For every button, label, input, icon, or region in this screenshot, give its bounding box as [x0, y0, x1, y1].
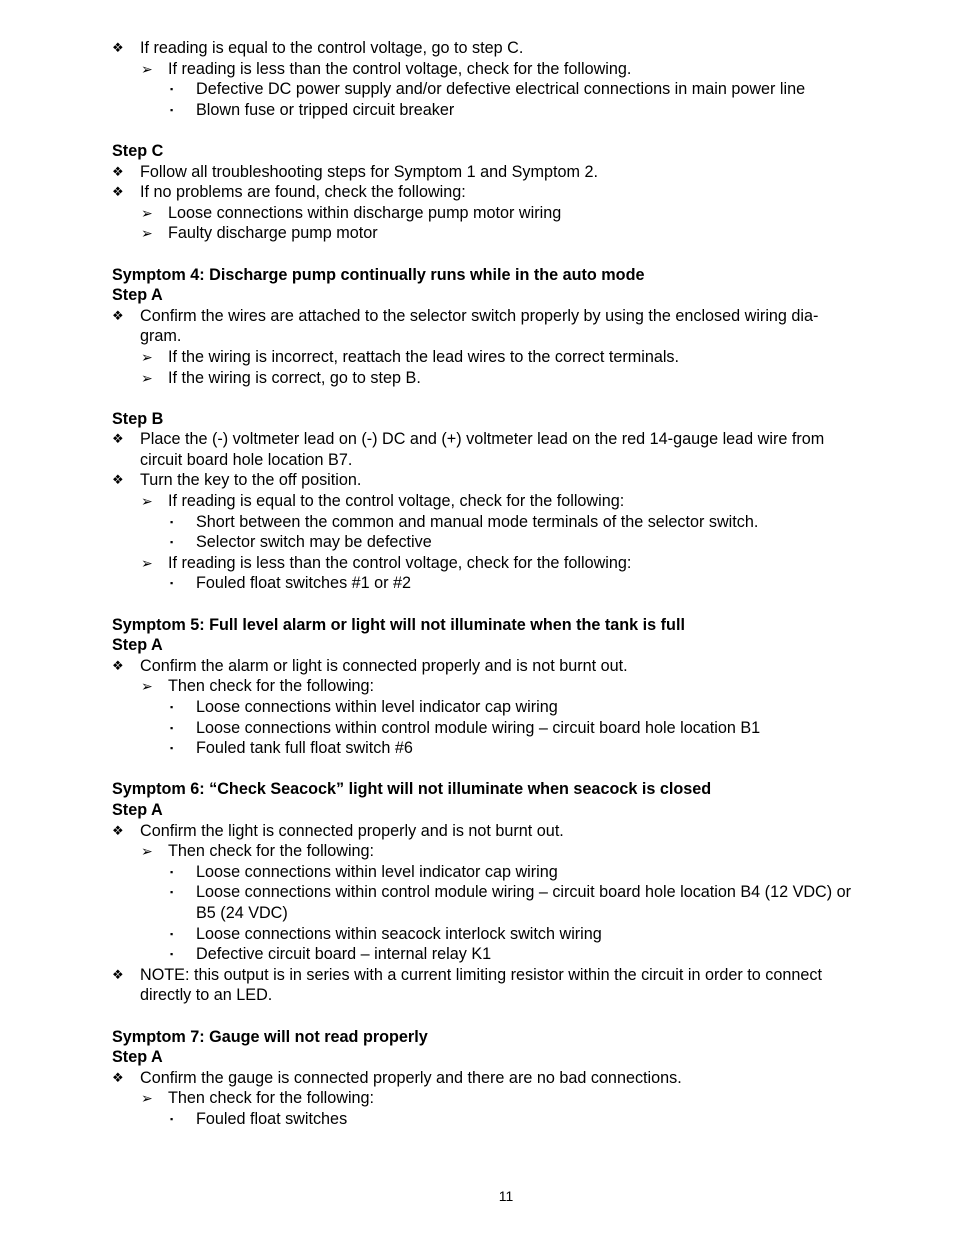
section-heading: Symptom 7: Gauge will not read properly [112, 1027, 428, 1046]
sub-sub-bullet-item [0, 738, 954, 759]
line-text: Then check for the following: [168, 1089, 375, 1108]
line-text: If reading is equal to the control voltage, go to step C. [140, 39, 524, 57]
square-bullet-icon: ▪ [170, 516, 174, 527]
line-text: NOTE: this output is in series with a current limiting resistor within the circuit in order to connect [140, 965, 822, 984]
line-text: directly to an LED. [140, 986, 273, 1005]
square-bullet-icon: ▪ [170, 866, 174, 877]
line-text: Loose connections within discharge pump motor wiring [168, 203, 562, 222]
sub-sub-bullet-item [0, 697, 954, 718]
arrow-bullet-icon: ➢ [141, 348, 153, 365]
arrow-bullet-icon: ➢ [141, 204, 153, 221]
bullet-item [0, 656, 954, 677]
section-heading: Step A [112, 636, 163, 655]
page-number: 11 [498, 1188, 514, 1204]
line-text: Loose connections within seacock interlock switch wiring [196, 924, 602, 943]
square-bullet-icon: ▪ [170, 84, 174, 95]
line-text: gram. [140, 327, 182, 346]
sub-sub-bullet-item [0, 924, 954, 945]
square-bullet-icon: ▪ [170, 887, 174, 898]
bullet-item [0, 306, 954, 327]
diamond-bullet-icon: ❖ [112, 822, 124, 838]
line-text: If reading is less than the control voltage, check for the following. [168, 59, 632, 78]
line-text: Defective DC power supply and/or defective electrical connections in main power line [196, 80, 806, 99]
square-bullet-icon: ▪ [170, 743, 174, 754]
line-text: Then check for the following: [168, 677, 375, 696]
arrow-bullet-icon: ➢ [141, 1090, 153, 1107]
paragraph-gap [0, 594, 954, 615]
sub-sub-bullet-item [0, 512, 954, 533]
line-text: Loose connections within level indicator cap wiring [196, 862, 558, 881]
bullet-item [0, 965, 954, 986]
section-heading: Step B [112, 409, 164, 428]
bullet-item [0, 182, 954, 203]
line-text: Confirm the wires are attached to the selector switch properly by using the enclosed wiring dia- [140, 306, 819, 325]
sub-bullet-item [0, 223, 954, 244]
diamond-bullet-icon: ❖ [112, 1069, 124, 1085]
line-text: Confirm the gauge is connected properly and there are no bad connections. [140, 1068, 682, 1087]
sub-sub-bullet-item [0, 1109, 954, 1130]
sub-sub-bullet-item [0, 862, 954, 883]
line-text: Loose connections within control module wiring – circuit board hole location B4 (12 VDC) or [196, 883, 852, 902]
diamond-bullet-icon: ❖ [112, 472, 124, 488]
sub-sub-bullet-item [0, 532, 954, 553]
sub-bullet-item [0, 841, 954, 862]
section-heading: Symptom 5: Full level alarm or light will not illuminate when the tank is full [112, 615, 685, 634]
bullet-item [0, 1068, 954, 1089]
sub-sub-bullet-item [0, 100, 954, 121]
sub-bullet-item [0, 59, 954, 80]
line-text: Selector switch may be defective [196, 533, 432, 552]
section-heading: Symptom 6: “Check Seacock” light will not illuminate when seacock is closed [112, 780, 712, 799]
line-text: B5 (24 VDC) [196, 903, 288, 922]
bullet-item [0, 38, 954, 59]
bullet-item [0, 470, 954, 491]
sub-bullet-item [0, 676, 954, 697]
document-body [0, 38, 954, 1129]
line-text: If reading is less than the control voltage, check for the following: [168, 553, 632, 572]
line-text: Fouled float switches #1 or #2 [196, 574, 412, 593]
square-bullet-icon: ▪ [170, 949, 174, 960]
line-text: Turn the key to the off position. [140, 471, 362, 490]
diamond-bullet-icon: ❖ [112, 40, 124, 55]
sub-sub-bullet-item [0, 718, 954, 739]
sub-bullet-item [0, 203, 954, 224]
paragraph-gap [0, 1006, 954, 1027]
section-heading: Step A [112, 800, 163, 819]
line-text: If reading is equal to the control voltage, check for the following: [168, 492, 625, 511]
square-bullet-icon: ▪ [170, 578, 174, 589]
bullet-continuation [0, 985, 954, 1006]
arrow-bullet-icon: ➢ [141, 843, 153, 860]
section-heading: Step C [112, 141, 164, 160]
bullet-continuation [0, 326, 954, 347]
line-text: Place the (-) voltmeter lead on (-) DC and (+) voltmeter lead on the red 14-gauge lead wire from [140, 430, 825, 449]
sub-bullet-item [0, 491, 954, 512]
sub-bullet-item [0, 368, 954, 389]
sub-bullet-item [0, 553, 954, 574]
square-bullet-icon: ▪ [170, 537, 174, 548]
sub-sub-bullet-item [0, 79, 954, 100]
line-text: Confirm the light is connected properly and is not burnt out. [140, 821, 564, 840]
line-text: If the wiring is incorrect, reattach the lead wires to the correct terminals. [168, 347, 680, 366]
diamond-bullet-icon: ❖ [112, 307, 124, 323]
line-text: If no problems are found, check the following: [140, 183, 466, 202]
arrow-bullet-icon: ➢ [141, 554, 153, 571]
sub-sub-bullet-continuation [0, 903, 954, 924]
paragraph-gap [0, 244, 954, 265]
line-text: Defective circuit board – internal relay K1 [196, 945, 492, 964]
square-bullet-icon: ▪ [170, 104, 174, 115]
section-heading: Symptom 4: Discharge pump continually runs while in the auto mode [112, 265, 645, 284]
line-text: Fouled tank full float switch #6 [196, 739, 413, 758]
section-heading: Step A [112, 1048, 163, 1067]
line-text: Follow all troubleshooting steps for Symptom 1 and Symptom 2. [140, 162, 598, 181]
line-text: Short between the common and manual mode terminals of the selector switch. [196, 512, 759, 531]
paragraph-gap [0, 388, 954, 409]
bullet-continuation [0, 450, 954, 471]
bullet-item [0, 162, 954, 183]
sub-sub-bullet-item [0, 882, 954, 903]
square-bullet-icon: ▪ [170, 1113, 174, 1124]
arrow-bullet-icon: ➢ [141, 678, 153, 695]
line-text: Then check for the following: [168, 842, 375, 861]
sub-bullet-item [0, 347, 954, 368]
arrow-bullet-icon: ➢ [141, 225, 153, 242]
paragraph-gap [0, 120, 954, 141]
line-text: Fouled float switches [196, 1109, 348, 1128]
line-text: Loose connections within control module wiring – circuit board hole location B1 [196, 718, 761, 737]
sub-bullet-item [0, 1088, 954, 1109]
diamond-bullet-icon: ❖ [112, 431, 124, 447]
section-heading: Step A [112, 286, 163, 305]
paragraph-gap [0, 759, 954, 780]
line-text: Confirm the alarm or light is connected properly and is not burnt out. [140, 656, 628, 675]
arrow-bullet-icon: ➢ [141, 369, 153, 386]
line-text: Loose connections within level indicator cap wiring [196, 698, 558, 716]
diamond-bullet-icon: ❖ [112, 657, 124, 673]
sub-sub-bullet-item [0, 573, 954, 594]
diamond-bullet-icon: ❖ [112, 184, 124, 200]
line-text: circuit board hole location B7. [140, 450, 353, 469]
bullet-item [0, 429, 954, 450]
diamond-bullet-icon: ❖ [112, 163, 124, 179]
square-bullet-icon: ▪ [170, 702, 174, 712]
line-text: Blown fuse or tripped circuit breaker [196, 100, 455, 119]
line-text: Faulty discharge pump motor [168, 224, 378, 243]
arrow-bullet-icon: ➢ [141, 60, 153, 77]
square-bullet-icon: ▪ [170, 928, 174, 939]
arrow-bullet-icon: ➢ [141, 493, 153, 510]
diamond-bullet-icon: ❖ [112, 966, 124, 982]
bullet-item [0, 821, 954, 842]
square-bullet-icon: ▪ [170, 722, 174, 733]
line-text: If the wiring is correct, go to step B. [168, 368, 421, 387]
sub-sub-bullet-item [0, 944, 954, 965]
